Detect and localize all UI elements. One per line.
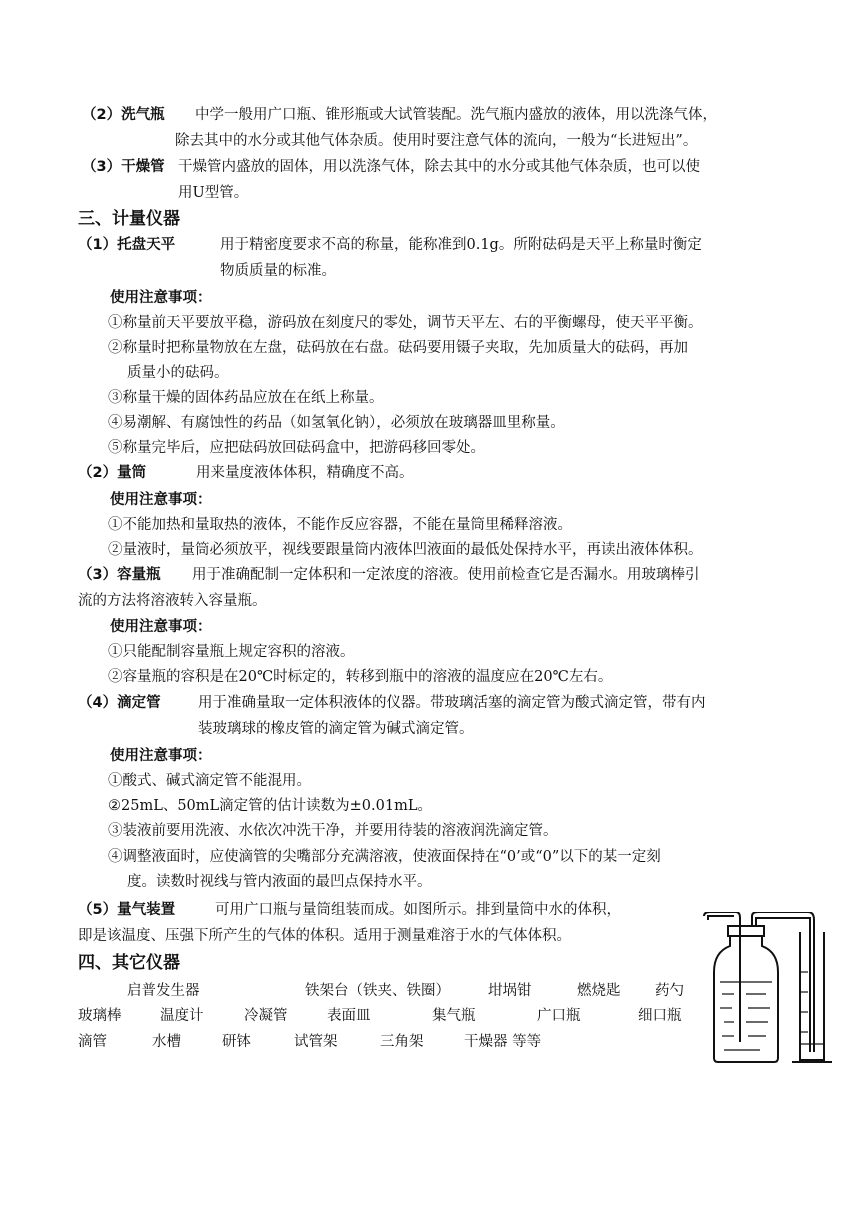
notes-title: 使用注意事项： bbox=[110, 748, 212, 764]
note-item: ①不能加热和量取热的液体，不能作反应容器，不能在量筒里稀释溶液。 bbox=[108, 517, 572, 533]
list-item: 燃烧匙 bbox=[577, 983, 621, 999]
note-item: ②25mL、50mL滴定管的估计读数为±0.01mL。 bbox=[108, 798, 432, 814]
list-item: 滴管 bbox=[78, 1034, 107, 1050]
note-item: ③装液前要用洗液、水依次冲洗干净，并要用待装的溶液润洗滴定管。 bbox=[108, 823, 558, 839]
notes-title: 使用注意事项： bbox=[110, 492, 212, 508]
text-line: 用来量度液体体积，精确度不高。 bbox=[196, 465, 414, 481]
section-label: （4）滴定管 bbox=[78, 695, 161, 711]
list-item: 温度计 bbox=[160, 1008, 204, 1024]
heading: 三、计量仪器 bbox=[78, 209, 180, 229]
section-label: （3）容量瓶 bbox=[78, 567, 161, 583]
note-item: 度。读数时视线与管内液面的最凹点保持水平。 bbox=[127, 874, 432, 890]
note-item: ①酸式、碱式滴定管不能混用。 bbox=[108, 773, 311, 789]
note-item: ①称量前天平要放平稳，游码放在刻度尺的零处，调节天平左、右的平衡螺母，使天平平衡。 bbox=[108, 315, 703, 331]
text-line: 干燥管内盛放的固体，用以洗涤气体，除去其中的水分或其他气体杂质，也可以使 bbox=[178, 159, 700, 175]
list-item: 试管架 bbox=[294, 1034, 338, 1050]
list-item: 表面皿 bbox=[327, 1008, 371, 1024]
note-item: 质量小的砝码。 bbox=[127, 365, 229, 381]
list-item: 细口瓶 bbox=[638, 1008, 682, 1024]
section-label: （3）干燥管 bbox=[82, 159, 165, 175]
heading: 四、其它仪器 bbox=[78, 953, 180, 973]
list-item: 水槽 bbox=[152, 1034, 181, 1050]
text-line: 除去其中的水分或其他气体杂质。使用时要注意气体的流向，一般为“长进短出”。 bbox=[175, 133, 698, 149]
section-label: （2）洗气瓶 bbox=[82, 107, 165, 123]
note-item: ④调整液面时，应使滴管的尖嘴部分充满溶液，使液面保持在“0’或“0”以下的某一定刻 bbox=[108, 849, 661, 865]
text-line: 用U型管。 bbox=[178, 185, 249, 201]
section-label: （5）量气装置 bbox=[78, 902, 176, 918]
section-label: （2）量筒 bbox=[78, 465, 147, 481]
list-item: 广口瓶 bbox=[537, 1008, 581, 1024]
note-item: ④易潮解、有腐蚀性的药品（如氢氧化钠），必须放在玻璃器皿里称量。 bbox=[108, 415, 565, 431]
gas-measuring-apparatus-illustration bbox=[700, 912, 850, 1072]
list-item: 三角架 bbox=[380, 1034, 424, 1050]
note-item: ②称量时把称量物放在左盘，砝码放在右盘。砝码要用镊子夹取，先加质量大的砝码，再加 bbox=[108, 340, 688, 356]
note-item: ①只能配制容量瓶上规定容积的溶液。 bbox=[108, 644, 355, 660]
list-item: 研钵 bbox=[222, 1034, 251, 1050]
list-item: 铁架台（铁夹、铁圈） bbox=[305, 983, 450, 999]
note-item: ②量液时，量筒必须放平，视线要跟量筒内液体凹液面的最低处保持水平，再读出液体体积。 bbox=[108, 542, 703, 558]
note-item: ⑤称量完毕后，应把砝码放回砝码盒中，把游码移回零处。 bbox=[108, 440, 485, 456]
list-item: 药勺 bbox=[655, 983, 684, 999]
text-line: 用于准确配制一定体积和一定浓度的溶液。使用前检查它是否漏水。用玻璃棒引 bbox=[192, 567, 700, 583]
section-label: （1）托盘天平 bbox=[78, 237, 176, 253]
notes-title: 使用注意事项： bbox=[110, 619, 212, 635]
note-item: ③称量干燥的固体药品应放在在纸上称量。 bbox=[108, 390, 384, 406]
notes-title: 使用注意事项： bbox=[110, 290, 212, 306]
note-item: ②容量瓶的容积是在20℃时标定的，转移到瓶中的溶液的温度应在20℃左右。 bbox=[108, 669, 613, 685]
text-line: 用于准确量取一定体积液体的仪器。带玻璃活塞的滴定管为酸式滴定管，带有内 bbox=[198, 695, 706, 711]
text-line: 装玻璃球的橡皮管的滴定管为碱式滴定管。 bbox=[198, 721, 474, 737]
list-item: 集气瓶 bbox=[432, 1008, 476, 1024]
list-item: 玻璃棒 bbox=[78, 1008, 122, 1024]
text-line: 即是该温度、压强下所产生的气体的体积。适用于测量难溶于水的气体体积。 bbox=[78, 928, 571, 944]
list-item: 干燥器 等等 bbox=[464, 1034, 542, 1050]
list-item: 坩埚钳 bbox=[488, 983, 532, 999]
text-line: 用于精密度要求不高的称量，能称准到0.1g。所附砝码是天平上称量时衡定 bbox=[220, 237, 702, 253]
list-item: 启普发生器 bbox=[127, 983, 200, 999]
text-line: 可用广口瓶与量筒组装而成。如图所示。排到量筒中水的体积， bbox=[215, 902, 621, 918]
text-line: 中学一般用广口瓶、锥形瓶或大试管装配。洗气瓶内盛放的液体，用以洗涤气体， bbox=[195, 107, 717, 123]
text-line: 流的方法将溶液转入容量瓶。 bbox=[78, 593, 267, 609]
text-line: 物质质量的标准。 bbox=[220, 263, 336, 279]
list-item: 冷凝管 bbox=[244, 1008, 288, 1024]
